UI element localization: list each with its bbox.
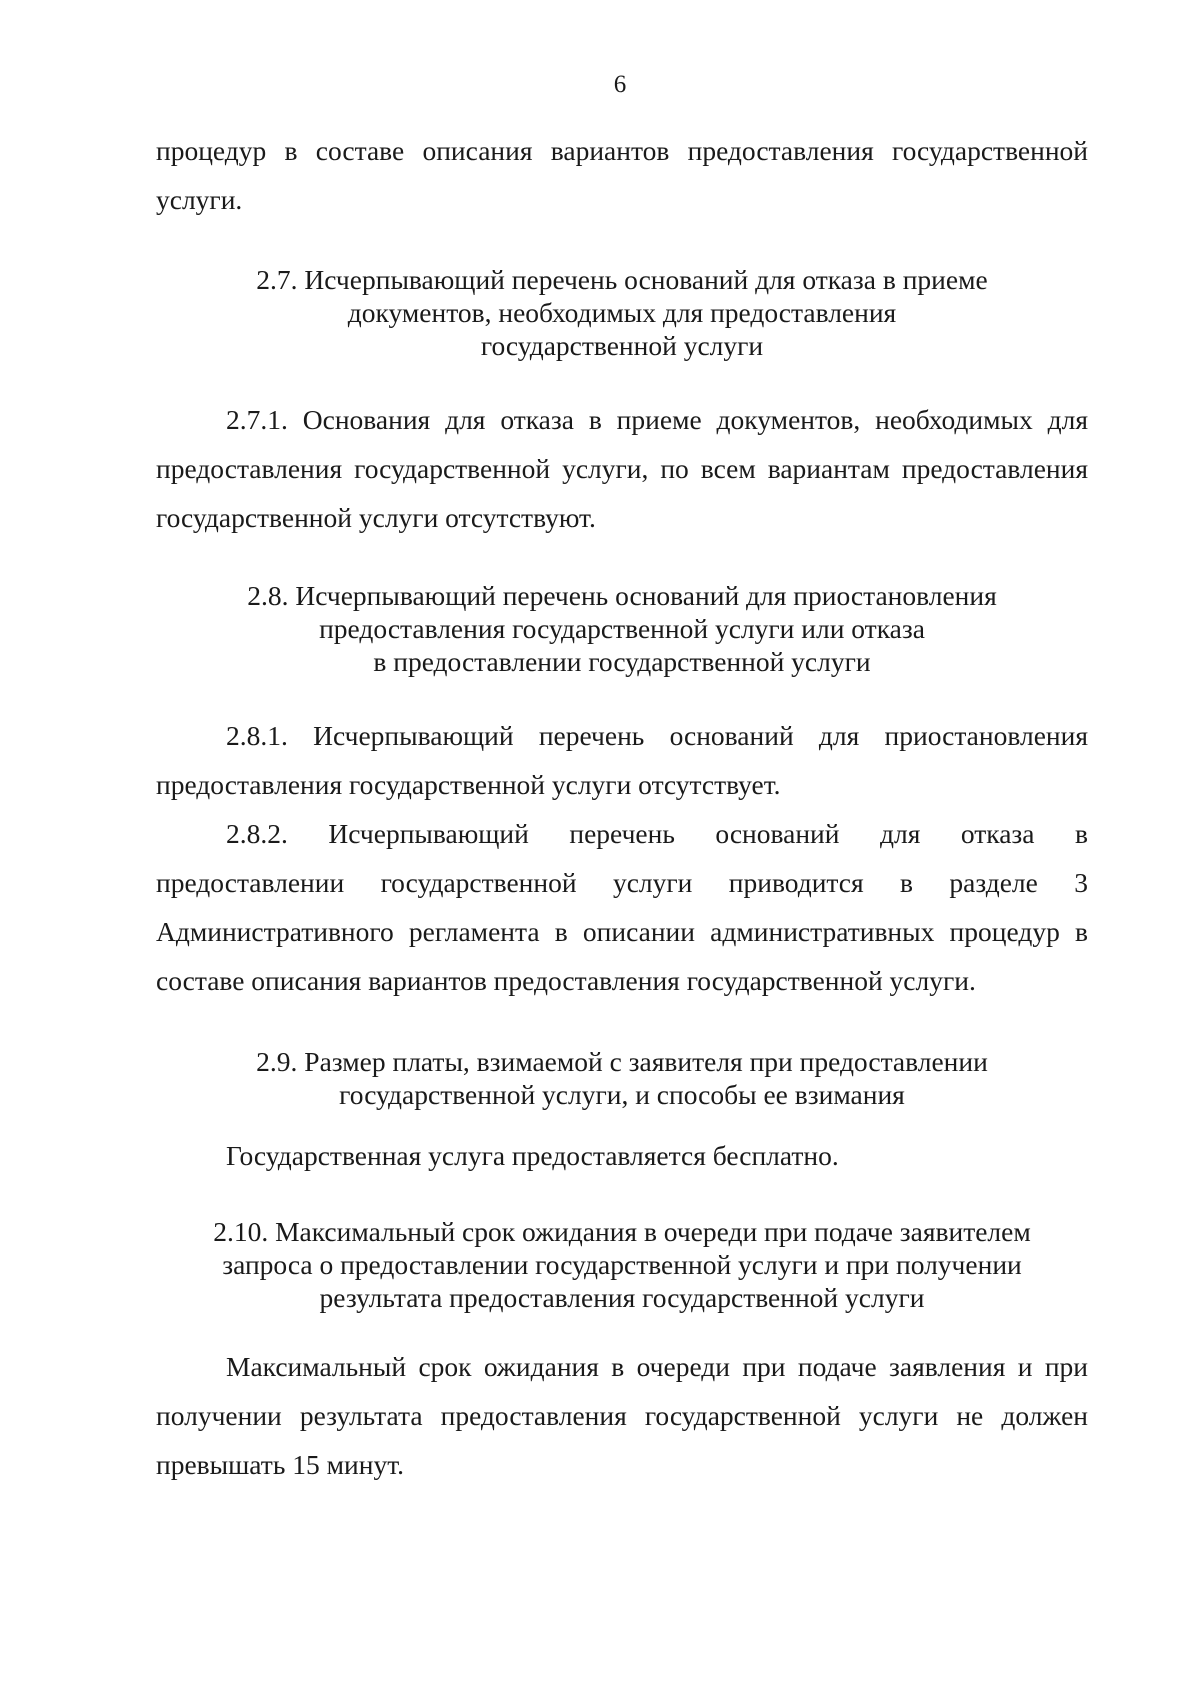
intro-line-1: процедур в составе описания вариантов предоставления государственной bbox=[156, 135, 1088, 166]
paragraph-2-8-2-line-1: 2.8.2. Исчерпывающий перечень оснований для отказа в bbox=[226, 818, 1088, 849]
heading-2-8-line-3: в предоставлении государственной услуги bbox=[373, 646, 871, 677]
paragraph-2-8-2-line-2: предоставлении государственной услуги приводится в разделе 3 bbox=[156, 867, 1088, 898]
document-body bbox=[156, 126, 1088, 1489]
heading-2-9-line-1: 2.9. Размер платы, взимаемой с заявителя при предоставлении bbox=[256, 1046, 988, 1077]
paragraph-2-7-1: 2.7.1. Основания для отказа в приеме документов, необходимых для предоставления государственной услуги, по всем вариантам предоставления государственной услуги отсутствуют. bbox=[156, 404, 1088, 533]
intro-line-2: услуги. bbox=[156, 184, 243, 215]
heading-2-8 bbox=[156, 579, 1088, 678]
heading-2-7-line-2: документов, необходимых для предоставления bbox=[347, 297, 897, 328]
page-number: 6 bbox=[613, 71, 627, 98]
paragraph-2-10: Максимальный срок ожидания в очереди при подаче заявления и при получении результата предоставления государственной услуги не должен превышать 15 минут. bbox=[156, 1351, 1088, 1480]
heading-2-7-line-3: государственной услуги bbox=[480, 330, 764, 361]
heading-2-7 bbox=[156, 263, 1088, 362]
heading-2-10 bbox=[156, 1215, 1088, 1314]
paragraph-2-8-2-line-3: Административного регламента в описании административных процедур в bbox=[156, 916, 1088, 947]
paragraph-2-8-2 bbox=[156, 809, 1088, 1005]
paragraph-2-8-2-line-4: составе описания вариантов предоставления государственной услуги. bbox=[156, 965, 976, 996]
paragraph-2-8-1: 2.8.1. Исчерпывающий перечень оснований для приостановления предоставления государственной услуги отсутствует. bbox=[156, 720, 1088, 800]
heading-2-10-line-1: 2.10. Максимальный срок ожидания в очереди при подаче заявителем bbox=[213, 1216, 1031, 1247]
paragraph-2-9: Государственная услуга предоставляется бесплатно. bbox=[226, 1140, 839, 1171]
heading-2-8-line-1: 2.8. Исчерпывающий перечень оснований для приостановления bbox=[247, 580, 997, 611]
heading-2-9-line-2: государственной услуги, и способы ее взимания bbox=[339, 1079, 905, 1110]
heading-2-7-line-1: 2.7. Исчерпывающий перечень оснований для отказа в приеме bbox=[256, 264, 988, 295]
intro-paragraph bbox=[156, 126, 1088, 224]
heading-2-10-line-3: результата предоставления государственной услуги bbox=[319, 1282, 925, 1313]
heading-2-9 bbox=[156, 1045, 1088, 1111]
heading-2-8-line-2: предоставления государственной услуги или отказа bbox=[319, 613, 925, 644]
heading-2-10-line-2: запроса о предоставлении государственной услуги и при получении bbox=[222, 1249, 1022, 1280]
